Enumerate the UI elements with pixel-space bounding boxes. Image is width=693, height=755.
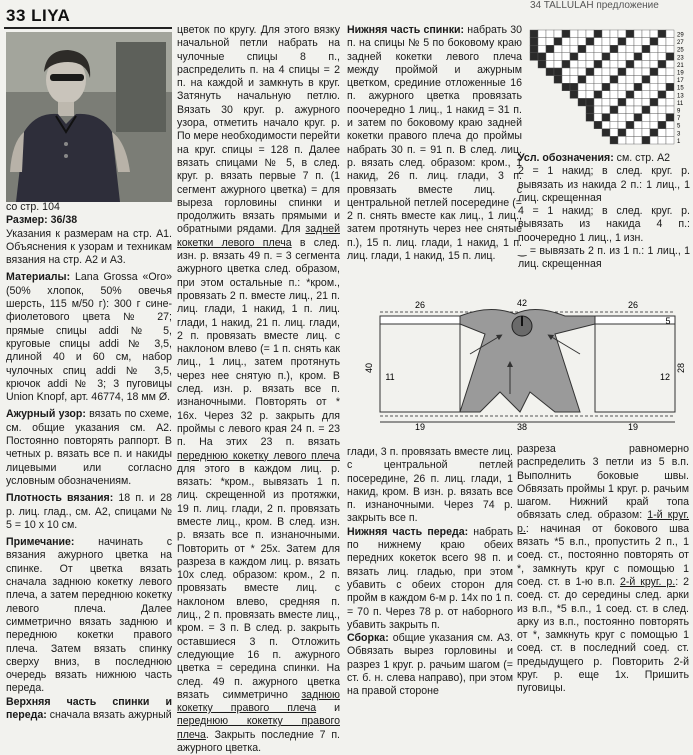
chart-cell [626,53,634,61]
chart-cell [546,53,554,61]
col3b-text-a: глади, 3 п. провязать вместе лиц. с центральной петлей посередине, 26 п. лиц. глади, 1 накид, кром. В изн. р. вязать все п. изнаночными. Через 74 р. закрыть все п. [347,446,513,525]
chart-cell [562,45,570,53]
chart-cell [610,45,618,53]
chart-cell [610,91,618,99]
chart-cell [666,136,674,144]
lower-front-text: набрать по нижнему краю обеих передних кокеток всего 98 п. и вязать лиц. гладью, при этом убавить с обеих сторон для пройм в каждом 6-м р. 14х по 1 п. = 70 п. Через 78 р. от наборного убавить закрыть п. [347,525,513,631]
chart-cell [634,60,642,68]
chart-cell [618,121,626,129]
assembly-label: Сборка: [347,632,389,645]
chart-cell [602,91,610,99]
chart-cell [578,98,586,106]
right-yoke-top [595,316,675,324]
chart-cell [650,106,658,114]
left-yoke-top [380,316,460,324]
chart-cell [538,30,546,38]
chart-cell [570,60,578,68]
chart-cell [634,68,642,76]
chart-cell [666,98,674,106]
chart-row-number: 7 [677,116,681,123]
chart-cell [570,91,578,99]
chart-cell [594,106,602,114]
chart-cell [562,38,570,46]
chart-cell [618,76,626,84]
chart-cell [610,129,618,137]
chart-cell [586,83,594,91]
materials-label: Материалы: [6,271,71,284]
chart-cell [602,98,610,106]
chart-cell [586,30,594,38]
chart-cell [594,114,602,122]
chart-cell [634,38,642,46]
chart-cell [554,45,562,53]
chart-cell [666,53,674,61]
chart-cell [658,114,666,122]
chart-cell [610,114,618,122]
chart-cell [658,83,666,91]
chart-cell [554,68,562,76]
chart-cell [594,121,602,129]
chart-cell [634,114,642,122]
chart-cell [658,91,666,99]
chart-cell [594,30,602,38]
chart-cell [650,60,658,68]
chart-cell [586,106,594,114]
chart-cell [634,98,642,106]
chart-cell [618,68,626,76]
chart-cell [594,68,602,76]
chart-cell [530,53,538,61]
round1-link: 1-й круг. р. [517,509,690,535]
chart-cell [610,106,618,114]
chart-cell [634,136,642,144]
openwork-text: вязать по схеме, см. общие указания см. А2. Постоянно повторять раппорт. В четных р. вязать все п. и накиды лицевыми или согласно условным обозначениям. [6,408,173,487]
chart-cell [634,45,642,53]
chart-cell [666,91,674,99]
chart-row-number: 3 [677,131,681,138]
chart-cell [530,38,538,46]
round2-link: 2-й круг. р. [619,575,676,588]
chart-cell [562,68,570,76]
chart-cell [594,76,602,84]
chart-cell [618,45,626,53]
chart-cell [538,60,546,68]
chart-cell [658,129,666,137]
chart-cell [642,76,650,84]
chart-cell [602,53,610,61]
chart-cell [642,45,650,53]
lower-back-text: набрать 30 п. на спицы № 5 по боковому краю задней кокетки левого плеча между проймой и ажурным цветком, срединие отложенные 16 п. ажурного цветка провязать поочередно 1 лиц., 1 накид = 31 п. и затем по боковому краю задней кокетки правого плеча до проймы набрать 30 п. = 91 п. В след. лиц. р. вязать след. образом: кром., 1 накид, 26 п. лиц. глади, 3 п. провязать вместе лиц. с центральной петлей посередине (= 2 п. снять вместе как лиц., 1 лиц., затем протянуть через нее снятые п.), 15 п. лиц. глади, 1 накид, 1 п. лиц. глади, 1 накид, 15 п. лиц. [347,24,522,263]
chart-cell [626,136,634,144]
materials-text: Lana Grossa «Oro» (50% хлопок, 50% овечья шерсть, 115 м/50 г): 300 г сине-фиолетового цвета № 27; прямые спицы addi № 5, круговые спицы addi № 3,5, длиной 40 и 60 см, набор чулочных спиц addi № 3,5, крючок addi № 3; 3 пуговицы Union Knopf, арт. 46774, 18 мм Ø. [6,271,172,404]
chart-cell [642,98,650,106]
chart-cell [626,45,634,53]
chart-cell [554,76,562,84]
chart-cell [666,76,674,84]
note-label: Примечание: [6,536,75,549]
chart-cell [650,45,658,53]
chart-cell [610,60,618,68]
chart-cell [658,98,666,106]
left-panel-outline [380,324,460,412]
back-left-yoke-link: задней кокетки левого плеча [177,223,340,249]
chart-row-number: 13 [677,93,684,100]
col4b-text-a: разреза равномерно распределить 3 петли из 5 в.п. Выполнить боковые швы. Обвязать проймы 1 круг. р. рачьим шагом. Нижний край топа обвязать след. образом: [517,443,689,522]
chart-cell [658,121,666,129]
chart-cell [642,53,650,61]
chart-cell [666,129,674,137]
chart-cell [586,68,594,76]
chart-cell [618,60,626,68]
chart-cell [594,91,602,99]
chart-cell [586,60,594,68]
chart-cell [570,53,578,61]
chart-cell [626,114,634,122]
chart-cell [562,76,570,84]
brand-name: LIYA [31,6,71,25]
chart-cell [642,91,650,99]
chart-cell [618,30,626,38]
chart-row-number: 19 [677,70,684,77]
chart-cell [666,106,674,114]
chart-cell [530,30,538,38]
chart-cell [602,83,610,91]
chart-cell [618,83,626,91]
chart-cell [642,106,650,114]
legend-item-2: 2 = 1 накид; в след. круг. р. вывязать из накида 2 п.: 1 лиц., 1 лиц. скрещенная [518,165,690,204]
chart-row-number: 17 [677,78,684,85]
chart-cell [642,121,650,129]
chart-cell [618,129,626,137]
chart-cell [602,129,610,137]
chart-cell [586,45,594,53]
chart-cell [666,114,674,122]
chart-cell [658,136,666,144]
chart-cell [626,129,634,137]
dim-top-right: 26 [627,300,639,310]
chart-cell [650,53,658,61]
chart-cell [562,53,570,61]
chart-cell [658,53,666,61]
chart-cell [578,60,586,68]
chart-row-number: 1 [677,138,681,145]
chart-cell [602,38,610,46]
garment-schematic [350,294,690,444]
chart-cell [594,98,602,106]
column-3-top [347,24,522,292]
dim-left: 40 [364,362,374,374]
dim-small-right: 12 [659,372,671,382]
chart-row-number: 15 [677,85,684,92]
dim-right: 28 [676,362,686,374]
legend-label: Усл. обозначения: [518,152,614,164]
chart-row-number: 5 [677,123,681,130]
chart-cell [578,53,586,61]
chart-row-number: 29 [677,32,684,39]
chart-cell [586,38,594,46]
openwork-chart [530,30,690,148]
chart-cell [578,38,586,46]
dim-bottom-right: 19 [627,422,639,432]
chart-cell [642,114,650,122]
chart-cell [650,68,658,76]
density-text: 18 п. и 28 р. лиц. глад., см. А2, спицами № 5 = 10 х 10 см. [6,492,172,531]
chart-cell [650,91,658,99]
col4b-text-b: : начиная от бокового шва вязать *5 в.п., пропустить 2 п., 1 соед. ст., постоянно повторять от *, замкнуть круг с помощью 1 соед. ст. в 1-ю в.п. [517,522,689,588]
chart-cell [570,83,578,91]
chart-cell [658,45,666,53]
chart-cell [618,114,626,122]
chart-row-numbers [677,33,684,145]
chart-cell [610,121,618,129]
openwork-label: Ажурный узор: [6,408,86,421]
chart-cell [578,68,586,76]
chart-cell [634,129,642,137]
chart-cell [626,121,634,129]
chart-cell [634,53,642,61]
chart-cell [618,38,626,46]
chart-cell [658,30,666,38]
chart-cell [570,76,578,84]
column-1 [6,201,173,721]
chart-cell [666,121,674,129]
legend-item-4: 4 = 1 накид; в след. круг. р. вывязать из накида 4 п.: поочередно 1 лиц., 1 изн. [518,205,690,244]
chart-cell [626,91,634,99]
chart-cell [530,45,538,53]
legend-column [518,152,690,271]
chart-cell [618,136,626,144]
chart-cell [626,38,634,46]
column-2 [177,24,340,755]
column-3-bottom [347,446,513,698]
chart-cell [594,45,602,53]
chart-cell [634,30,642,38]
chart-cell [610,83,618,91]
dim-top-center: 42 [516,298,528,308]
chart-cell [650,136,658,144]
chart-cell [642,68,650,76]
dim-small-left: 11 [385,372,395,382]
chart-cell [546,38,554,46]
chart-cell [642,83,650,91]
upper-part-text: сначала вязать ажурный [46,708,172,721]
chart-cell [586,98,594,106]
chart-cell [650,114,658,122]
lower-front-label: Нижняя часть переда: [347,525,469,538]
back-right-yoke-link: заднюю кокетку правого плеча [177,688,340,715]
chart-cell [642,30,650,38]
chart-cell [626,98,634,106]
front-left-yoke-link: переднюю кокетку левого плеча [177,449,340,462]
chart-cell [650,76,658,84]
chart-cell [594,53,602,61]
column-4-bottom [517,443,689,698]
chart-cell [634,76,642,84]
chart-cell [650,121,658,129]
chart-cell [570,30,578,38]
chart-row-number: 23 [677,55,684,62]
chart-cell [562,30,570,38]
chart-row-number: 9 [677,108,681,115]
col2-text-d: и [316,702,340,715]
chart-row-number: 21 [677,62,684,69]
note-text: начинать с вязания ажурного цветка на спинке. От цветка вязать сначала заднюю кокетку левого плеча, а затем переднюю кокетку левого плеча. Далее симметрично вязать заднюю и переднюю кокетки правого плеча. Затем вязать спинку сверху вниз, в последнюю очередь вязать нижнюю часть переда. [6,536,172,695]
chart-grid [530,30,674,144]
chart-cell [666,30,674,38]
chart-cell [554,30,562,38]
chart-cell [634,91,642,99]
chart-cell [602,106,610,114]
chart-cell [602,121,610,129]
col2-text-b: в след. изн. р. вязать 49 п. = 3 сегмента ажурного цветка след. образом, при этом остальные п.: *кром., провязать 2 п. вместе лиц., 21 п. лиц. глади, 1 накид, 1 п. лиц. глади, 1 накид, 21 п. лиц. глади, 2 п. провязать вместе лиц. с наклоном влево (= 1 п. снять как лиц., 1 лиц., затем протянуть через нее снятую п.), кром. В след. изн. р. вязать все п. изнаночными. Повторять от * 16х. Через 32 р. закрыть для проймы с левого края 24 п. = 23 п. На этих 23 п. вязать [177,236,340,449]
chart-cell [650,38,658,46]
chart-cell [570,45,578,53]
chart-cell [562,83,570,91]
upper-part-label: Верхняя часть спинки и переда: [6,695,172,721]
chart-cell [538,38,546,46]
chart-cell [538,45,546,53]
col4b-text-c: : 2 соед. ст. до середины след. арки из в.п., *5 в.п., 1 соед. ст. в след. арку из в.п., постоянно повторять от *, замкнуть круг с помощью 1 соед. ст. в последний соед. ст. предыдущего р. Повторить 2-й круг. р. еще 1х. Пришить пуговицы. [517,575,690,695]
size-text: Указания к размерам на стр. А1. Объяснения к узорам и техникам вязания на стр. А2 и А3. [6,227,172,267]
legend-intro: см. стр. А2 [613,152,671,164]
header-rule [4,27,172,29]
chart-cell [546,60,554,68]
chart-row-number: 11 [677,100,684,107]
col2-text-c: для этого в каждом лиц. р. вязать: *кром., вывязать 1 п. лиц. скрещенной из протяжки, 19 п. лиц. глади, 2 п. провязать вместе лиц., кром. В след. изн. р. вязать все п. изнаночными. Повторить от * 25х. Затем для разреза в каждом лиц. р. вязать 10х след. образом: кром., 2 п. провязать вместе лиц. с наклоном влево, средняя п. лиц., 2 п. провязать вместе лиц., кром. = 3 п. В след. р. закрыть оставшиеся 3 п. Отложить следующие 16 п. ажурного цветка = середина спинки. На след. 49 п. ажурного цветка вязать симметрично [177,462,340,701]
chart-cell [658,38,666,46]
model-photo [6,32,172,202]
chart-cell [610,53,618,61]
chart-cell [626,106,634,114]
chart-row-number: 25 [677,47,684,54]
chart-cell [570,38,578,46]
chart-cell [602,68,610,76]
dim-top-right-small: 5 [665,316,671,326]
chart-cell [602,30,610,38]
chart-cell [626,76,634,84]
dim-bottom-left: 19 [414,422,426,432]
chart-cell [578,83,586,91]
chart-cell [642,136,650,144]
chart-cell [634,106,642,114]
chart-cell [538,53,546,61]
chart-cell [602,60,610,68]
chart-cell [610,76,618,84]
chart-cell [666,83,674,91]
legend-symbol-icon: ‿ [518,245,530,258]
chart-cell [642,129,650,137]
chart-cell [618,91,626,99]
chart-cell [594,38,602,46]
chart-cell [602,76,610,84]
chart-cell [666,38,674,46]
chart-cell [650,98,658,106]
chart-cell [658,106,666,114]
chart-cell [666,60,674,68]
chart-row-number: 27 [677,40,684,47]
chart-cell [546,30,554,38]
chart-cell [554,38,562,46]
assembly-text: общие указания см. А3. Обвязать вырез горловины и разрез 1 круг. р. рачьим шагом (= ст. б. н. слева направо), при этом на правой стороне [347,632,513,698]
chart-cell [650,129,658,137]
chart-cell [658,76,666,84]
chart-cell [554,60,562,68]
photo-illustration [6,32,172,202]
chart-cell [626,60,634,68]
dim-bottom-center: 38 [516,422,528,432]
page-header [6,6,166,28]
chart-cell [650,30,658,38]
chart-cell [546,45,554,53]
chart-cell [618,53,626,61]
chart-cell [578,91,586,99]
chart-cell [634,83,642,91]
chart-cell [602,114,610,122]
chart-cell [658,60,666,68]
chart-cell [602,45,610,53]
chart-cell [586,53,594,61]
chart-cell [626,30,634,38]
page-number: 33 [6,6,26,25]
legend-item-increase: = вывязать 2 п. из 1 п.: 1 лиц., 1 лиц. скрещенная [518,245,690,271]
chart-cell [610,98,618,106]
chart-cell [586,114,594,122]
top-right-header-fragment: 34 TALLULAH предложение [530,0,659,11]
chart-cell [650,83,658,91]
chart-cell [610,38,618,46]
chart-cell [666,68,674,76]
density-label: Плотность вязания: [6,492,114,505]
chart-cell [594,60,602,68]
see-page-ref: со стр. 104 [6,201,60,213]
chart-cell [578,45,586,53]
chart-cell [610,30,618,38]
chart-cell [634,121,642,129]
chart-cell [666,45,674,53]
front-right-yoke-link: переднюю кокетку правого плеча [177,715,340,741]
chart-cell [658,68,666,76]
chart-cell [586,91,594,99]
chart-cell [610,68,618,76]
dim-top-left: 26 [414,300,426,310]
chart-cell [642,60,650,68]
chart-cell [626,68,634,76]
chart-cell [618,106,626,114]
chart-cell [546,68,554,76]
chart-cell [618,98,626,106]
col2-text-a: цветок по кругу. Для этого вязку начальной петли набрать на чулочные спицы 8 п., распределить п. на 4 спицы = 2 п. на каждой и замкнуть в круг. Затянуть начальную петлю. Вязать 30 круг. р. ажурного узора, отметить начало круг. р. По мере необходимости перейти на круг. спицы = 128 п. Далее вязать спицами № 5, в след. круг. р. вязать первые 7 п. (1 сегмент ажурного цветка) = для выреза горловины спинки и продолжить вязать прямыми и обратными рядами. Для [177,24,340,236]
chart-cell [570,68,578,76]
chart-cell [578,30,586,38]
chart-cell [578,76,586,84]
right-panel-outline [595,324,675,412]
chart-cell [642,38,650,46]
lower-back-label: Нижняя часть спинки: [347,24,465,36]
chart-cell [562,60,570,68]
chart-cell [626,83,634,91]
chart-cell [610,136,618,144]
chart-cell [594,83,602,91]
size-label: Размер: 36/38 [6,214,78,227]
chart-cell [586,76,594,84]
chart-cell [554,53,562,61]
col2-text-e: . Закрыть последние 7 п. ажурного цветка. [177,728,340,755]
